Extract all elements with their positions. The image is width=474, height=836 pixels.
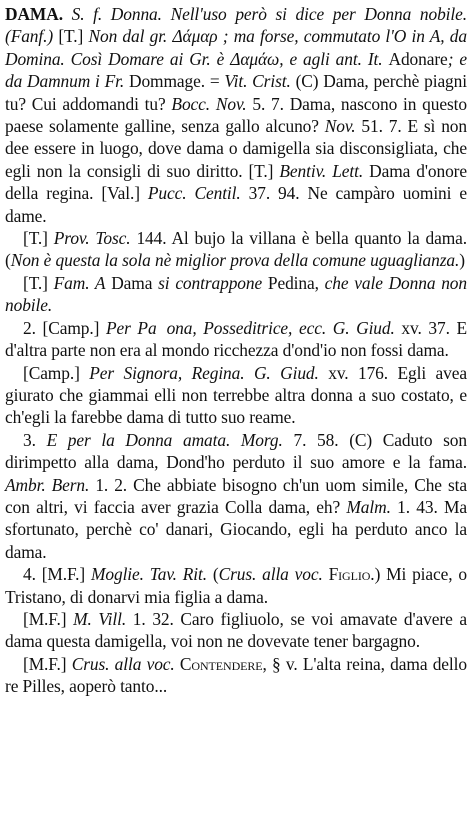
text-segment: 5. 7. Dama, nascono in questo paese solamente galline, senza gallo alcuno?: [5, 93, 467, 137]
text-segment: ; e da Damnum i Fr.: [5, 48, 467, 92]
text-segment: Crus. alla voc.: [218, 564, 323, 585]
text-segment: Crus. alla voc.: [71, 653, 175, 674]
text-segment: (C) Dama, perchè piagni tu? Cui addomandi tu?: [5, 71, 467, 114]
sense-3-paragraph: [5, 429, 467, 563]
sense-4-paragraph: [5, 563, 467, 608]
text-segment: [M.F.]: [23, 608, 74, 629]
text-segment: 1. 2. Che abbiate bisogno ch'un uom simile, Che sta con altri, vi faccia aver grazia Colla dama, eh?: [5, 474, 467, 517]
dictionary-entry-dama: [5, 3, 467, 698]
text-segment: 4. [M.F.]: [23, 564, 91, 585]
text-segment: Contendere: [174, 653, 263, 674]
text-segment: Prov. Tosc.: [53, 228, 131, 249]
text-segment: Figlio.: [322, 564, 375, 585]
text-segment: Adonare: [388, 48, 448, 69]
text-segment: Per Pa ona, Posseditrice, ecc. G. Giud.: [105, 317, 395, 338]
sense-2-paragraph: [5, 317, 467, 362]
text-segment: Malm.: [346, 496, 391, 517]
text-segment: Bentiv. Lett.: [279, 160, 364, 181]
text-segment: DAMA.: [5, 4, 63, 24]
text-segment: [M.F.]: [23, 653, 72, 674]
text-segment: 1. 32. Caro figliuolo, se voi amavate d'avere a dama questa damigella, voi non ne dovevate tener bargagno.: [5, 608, 467, 652]
text-segment: Dama: [105, 272, 159, 293]
text-segment: Bocc. Nov.: [171, 93, 247, 114]
text-segment: Dama d'onore della regina. [Val.]: [5, 160, 467, 204]
text-segment: Non dal gr. Δάμαρ ; ma forse, commutato l'O in A, da Domina. Così Domare ai Gr. è Δαμάω, e agli ant. It.: [5, 26, 467, 69]
text-segment: E per la Donna amata. Morg.: [46, 429, 283, 450]
text-segment: [Camp.]: [23, 362, 90, 383]
text-segment: Pucc. Centil.: [147, 183, 241, 204]
text-segment: Nov.: [324, 116, 356, 137]
text-segment: 51. 7. E sì non dee essere in luogo, dove dama o damigella sia disconsigliata, che egli non la consigli di suo diritto. [T.]: [5, 116, 467, 181]
text-segment: Non è questa la sola nè miglior prova della comune uguaglianza.: [10, 250, 460, 271]
sense-2-signora-paragraph: [5, 362, 467, 429]
text-segment: Vit. Crist.: [224, 71, 291, 92]
text-segment: Pedina,: [262, 272, 325, 293]
text-segment: si contrappone: [158, 272, 263, 293]
text-segment: xv. 37. E d'altra parte non era al mondo ricchezza d'ond'io non fossi dama.: [5, 317, 468, 361]
text-segment: [T.]: [23, 272, 54, 293]
text-segment: 1. 43. Ma sfortunato, perchè co' danari, Giocando, egli ha perduto anco la dama.: [5, 496, 467, 562]
text-segment: [T.]: [23, 228, 54, 249]
entry-definition-paragraph: [5, 3, 467, 227]
text-segment: Moglie. Tav. Rit.: [91, 564, 208, 585]
text-segment: [T.]: [58, 26, 89, 47]
text-segment: Ambr. Bern.: [5, 474, 90, 495]
text-segment: che vale Donna non nobile.: [5, 272, 468, 316]
proverb-paragraph: [5, 227, 467, 272]
text-segment: M. Vill.: [73, 608, 127, 629]
text-segment: 37. 94. Ne campàro uomini e dame.: [5, 183, 467, 226]
text-segment: Fam. A: [53, 272, 106, 293]
text-segment: Dommage. =: [128, 71, 225, 92]
text-segment: , § v. L'alta reina, dama dello re Pilles, aoperò tanto...: [5, 653, 467, 697]
text-segment: S. f. Donna. Nell'uso però si dice per Donna nobile. (Fanf.): [5, 4, 467, 47]
text-segment: 2. [Camp.]: [23, 317, 106, 338]
text-segment: Per Signora, Regina. G. Giud.: [89, 362, 319, 383]
text-segment: 7. 58. (C) Caduto son dirimpetto alla dama, Dond'ho perduto il suo amore e la fama.: [5, 429, 467, 473]
text-segment: (: [207, 564, 219, 585]
text-segment: 144. Al bujo la villana è bella quanto la dama. (: [5, 228, 467, 271]
crusca-citation-paragraph: [5, 653, 467, 698]
familiar-usage-paragraph: [5, 272, 467, 317]
text-segment: ): [459, 250, 465, 271]
mvill-citation-paragraph: [5, 608, 467, 653]
text-segment: ) Mi piace, o Tristano, di donarvi mia figlia a dama.: [5, 564, 467, 607]
text-segment: 3.: [23, 429, 47, 450]
text-segment: xv. 176. Egli avea giurato che giammai elli non terrebbe altra donna a suo costato, e ch'egli la farebbe dama di tutto suo reame.: [5, 362, 467, 428]
